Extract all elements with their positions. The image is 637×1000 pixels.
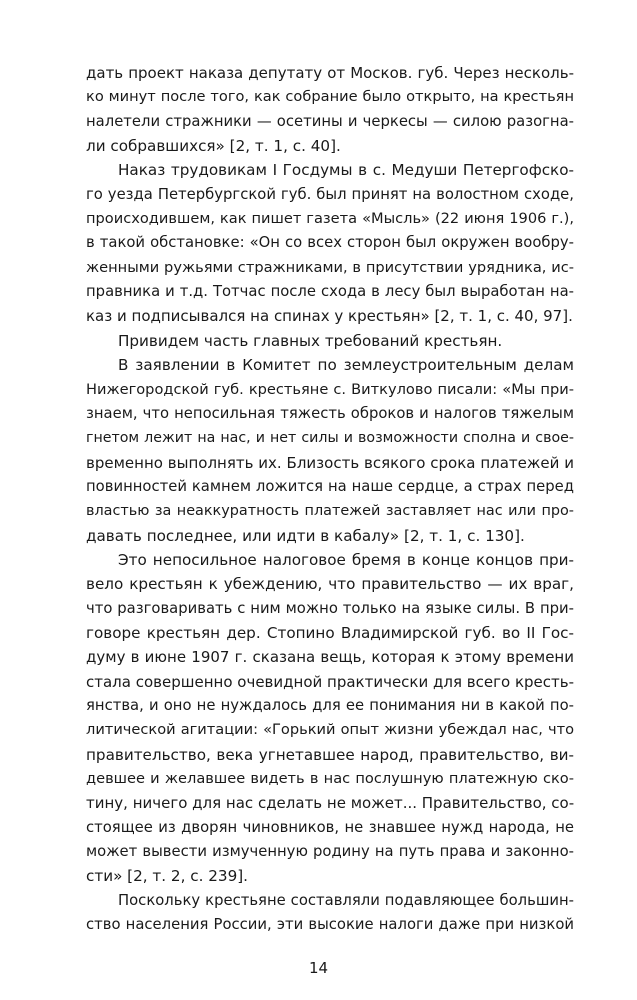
text-line: повинностей камнем ложится на наше сердце, а страх перед	[86, 477, 574, 495]
text-line: давать последнее, или идти в кабалу» [2, т. 1, с. 130].	[86, 526, 525, 545]
text-line: сти» [2, т. 2, с. 239].	[86, 867, 248, 886]
text-line: Наказ трудовикам I Госдумы в с. Медуши Петергофско-	[118, 161, 574, 180]
text-line: стоящее из дворян чиновников, не знавшее нужд народа, не	[86, 818, 574, 836]
text-line: правительство, века угнетавшее народ, правительство, ви-	[86, 745, 574, 764]
text-line: думу в июне 1907 г. сказана вещь, которая к этому времени	[86, 648, 574, 667]
text-line: стала совершенно очевидной практически для всего кресть-	[86, 672, 574, 691]
text-line: вело крестьян к убеждению, что правительство — их враг,	[86, 575, 574, 594]
page-number: 14	[308, 959, 329, 977]
text-line: Нижегородской губ. крестьяне с. Виткулово писали: «Мы при-	[86, 380, 574, 398]
text-line: властью за неаккуратность платежей заставляет нас или про-	[86, 503, 574, 520]
text-line: литической агитации: «Горький опыт жизни убеждал нас, что	[86, 721, 574, 739]
text-line: девшее и желавшее видеть в нас послушную платежную ско-	[86, 769, 574, 787]
text-line: говоре крестьян дер. Стопино Владимирской губ. во II Гос-	[86, 623, 574, 642]
text-line: ко минут после того, как собрание было открыто, на крестьян	[86, 88, 574, 106]
text-line: Это непосильное налоговое бремя в конце концов при-	[118, 550, 574, 569]
text-line: дать проект наказа депутату от Москов. губ. Через несколь-	[86, 64, 574, 82]
text-line: Поскольку крестьяне составляли подавляющее большин-	[118, 891, 574, 909]
text-line: может вывести измученную родину на путь права и законно-	[86, 843, 574, 860]
text-line: ство населения России, эти высокие налоги даже при низкой	[86, 916, 574, 933]
text-line: правника и т.д. Тотчас после схода в лесу был выработан на-	[86, 283, 574, 301]
text-line: Привидем часть главных требований крестьян.	[118, 331, 503, 350]
text-line: ли собравшихся» [2, т. 1, с. 40].	[86, 137, 341, 155]
text-line: каз и подписывался на спинах у крестьян» [2, т. 1, с. 40, 97].	[86, 307, 573, 326]
text-line: В заявлении в Комитет по землеустроительным делам	[118, 356, 574, 375]
text-line: женными ружьями стражниками, в присутствии урядника, ис-	[86, 258, 574, 276]
text-line: происходившем, как пишет газета «Мысль» (22 июня 1906 г.),	[86, 210, 574, 228]
text-line: в такой обстановке: «Он со всех сторон был окружен вообру-	[86, 234, 574, 252]
text-line: налетели стражники — осетины и черкесы — силою разогна-	[86, 112, 574, 130]
text-line: тину, ничего для нас сделать не может... Правительство, со-	[86, 794, 575, 813]
text-line: что разговаривать с ним можно только на языке силы. В при-	[86, 599, 574, 617]
text-line: временно выполнять их. Близость всякого срока платежей и	[86, 453, 574, 472]
text-line: янства, и оно не нуждалось для ее понимания ни в какой по-	[86, 696, 574, 714]
text-line: гнетом лежит на нас, и нет силы и возможности сполна и свое-	[86, 430, 574, 447]
text-line: знаем, что непосильная тяжесть оброков и налогов тяжелым	[86, 404, 574, 422]
text-line: го уезда Петербургской губ. был принят на волостном сходе,	[86, 185, 574, 203]
